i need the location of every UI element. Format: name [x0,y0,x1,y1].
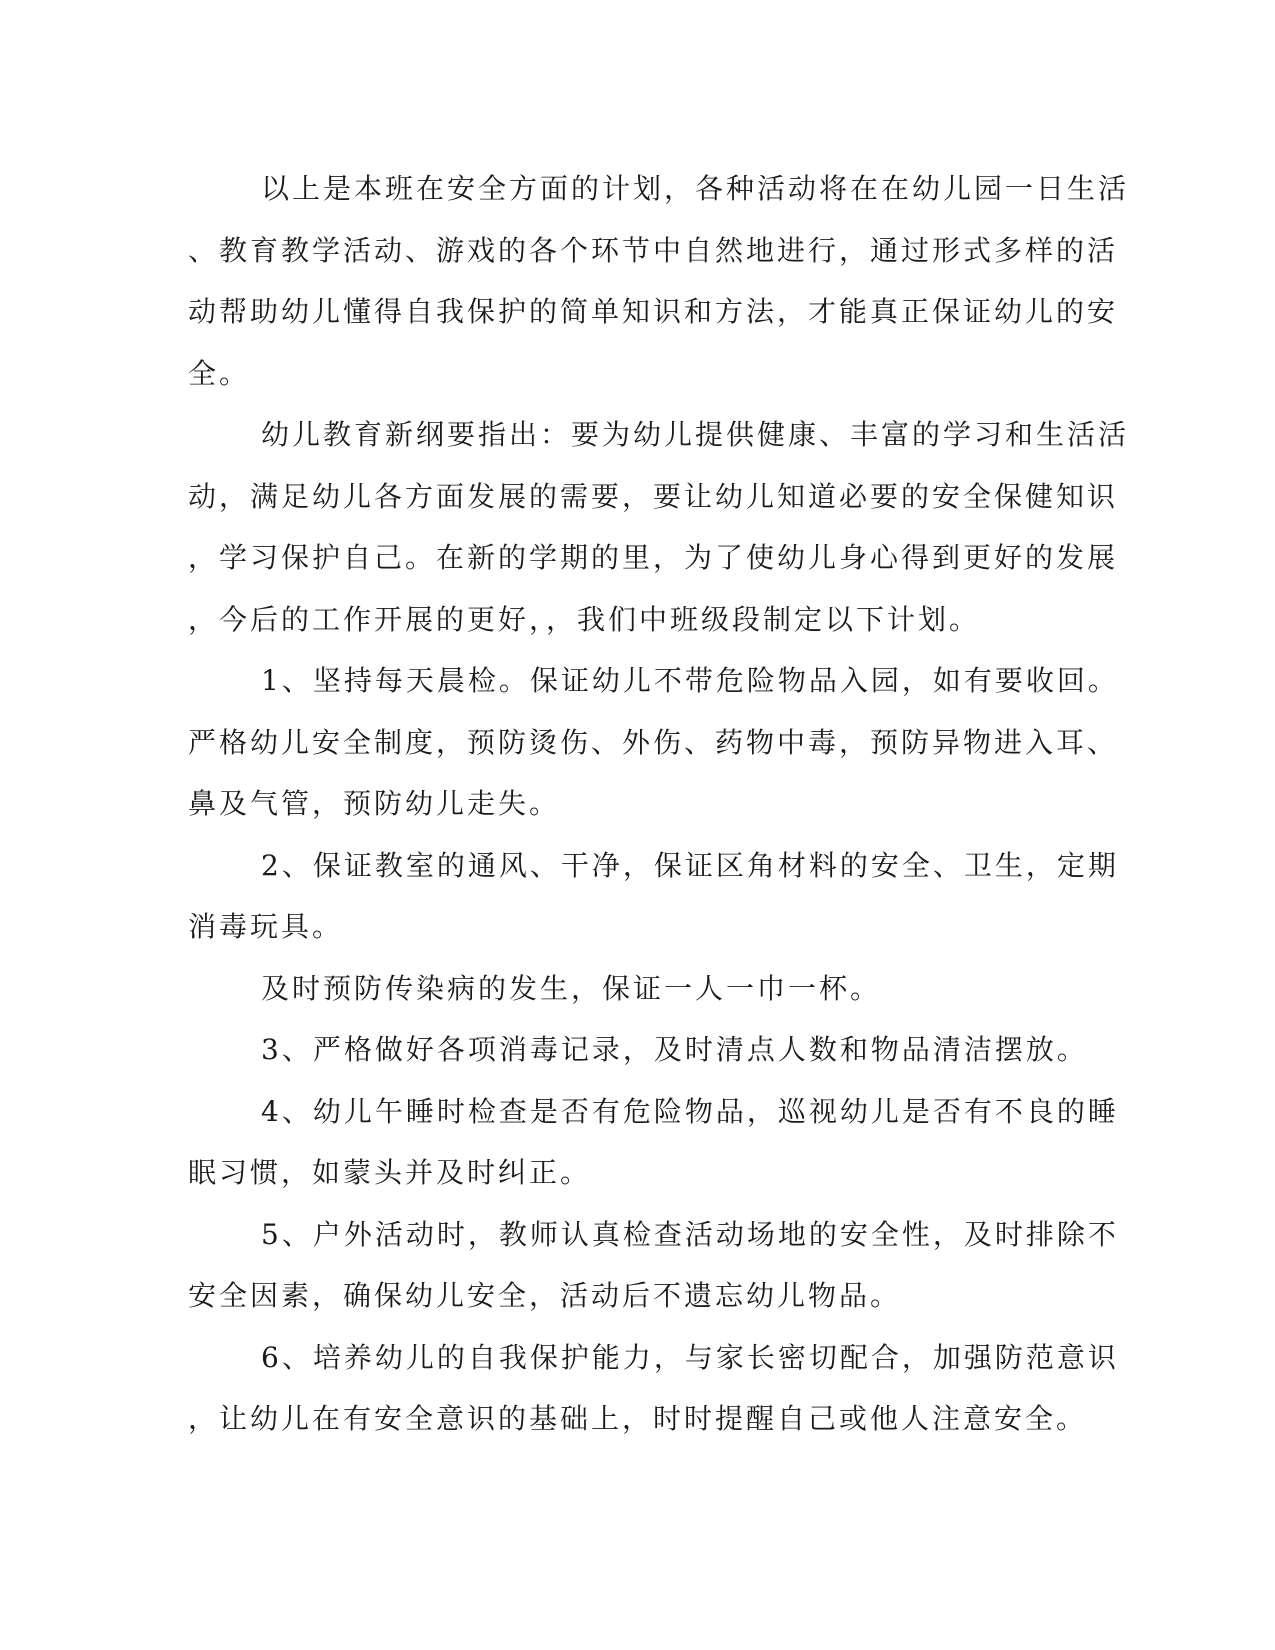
text-line: ，学习保护自己。在新的学期的里，为了使幼儿身心得到更好的发展 [188,541,1119,574]
text-line: 以上是本班在安全方面的计划，各种活动将在在幼儿园一日生活 [261,172,1130,205]
paragraph-curriculum-guidelines [188,404,1130,650]
text-line: 严格幼儿安全制度，预防烫伤、外伤、药物中毒，预防异物进入耳、 [188,725,1119,759]
list-item-4-nap-check [188,1081,1119,1204]
text-line: 全。 [188,356,251,390]
list-item-3-disinfection-records [188,1019,1088,1081]
text-line: 、教育教学活动、游戏的各个环节中自然地进行，通过形式多样的活 [188,233,1119,267]
list-item-6-self-protection [188,1327,1119,1450]
text-line: 4、幼儿午睡时检查是否有危险物品，巡视幼儿是否有不良的睡 [261,1094,1119,1128]
text-line: 及时预防传染病的发生，保证一人一巾一杯。 [261,971,882,1005]
paragraph-disease-prevention [188,958,1068,1020]
text-line: ，让幼儿在有安全意识的基础上，时时提醒自己或他人注意安全。 [188,1402,1088,1435]
text-line: 3、严格做好各项消毒记录，及时清点人数和物品清洁摆放。 [261,1033,1088,1066]
text-line: 6、培养幼儿的自我保护能力，与家长密切配合，加强防范意识 [261,1340,1119,1374]
text-line: 5、户外活动时，教师认真检查活动场地的安全性，及时排除不 [261,1217,1119,1251]
text-line: 动，满足幼儿各方面发展的需要，要让幼儿知道必要的安全保健知识 [188,479,1119,513]
text-line: 鼻及气管，预防幼儿走失。 [188,787,561,820]
paragraph-safety-plan-summary [188,158,1130,404]
text-line: 幼儿教育新纲要指出：要为幼儿提供健康、丰富的学习和生活活 [261,418,1130,451]
text-line: 1、坚持每天晨检。保证幼儿不带危险物品入园，如有要收回。 [261,664,1119,697]
list-item-2-classroom-hygiene [188,835,1119,958]
text-line: 2、保证教室的通风、干净，保证区角材料的安全、卫生，定期 [261,848,1119,882]
text-line: 安全因素，确保幼儿安全，活动后不遗忘幼儿物品。 [188,1279,902,1312]
document-body [188,158,1130,1450]
list-item-5-outdoor-activity [188,1204,1119,1327]
text-line: 眠习惯，如蒙头并及时纠正。 [188,1156,592,1189]
text-line: 动帮助幼儿懂得自我保护的简单知识和方法，才能真正保证幼儿的安 [188,295,1119,328]
text-line: ，今后的工作开展的更好，，我们中班级段制定以下计划。 [188,602,981,636]
text-line: 消毒玩具。 [188,910,344,943]
list-item-1-morning-check [188,650,1119,835]
